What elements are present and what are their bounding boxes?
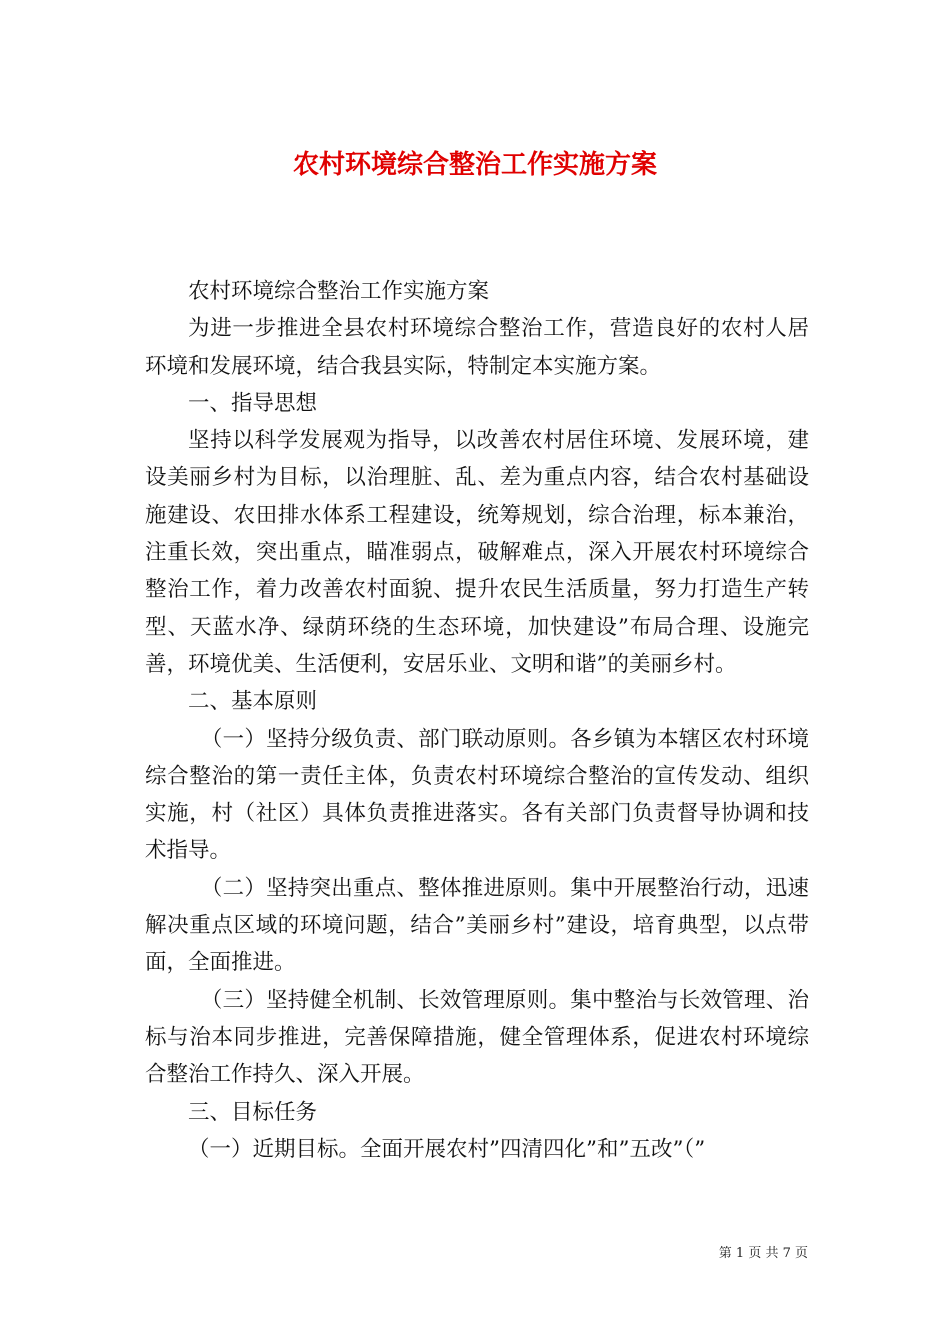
- section-heading-targets: 三、目标任务: [188, 1099, 318, 1125]
- body-heading: 农村环境综合整治工作实施方案: [188, 279, 490, 304]
- section-heading-guiding-thought: 一、指导思想: [188, 390, 318, 416]
- principle-3-paragraph: （三）坚持健全机制、长效管理原则。集中整治与长效管理、治标与治本同步推进，完善保障措施，健全管理体系，促进农村环境综合整治工作持久、深入开展。: [145, 987, 809, 1088]
- page-number-footer: 第 1 页 共 7 页: [718, 1246, 808, 1261]
- principle-1-paragraph: （一）坚持分级负责、部门联动原则。各乡镇为本辖区农村环境综合整治的第一责任主体，负责农村环境综合整治的宣传发动、组织实施，村（社区）具体负责推进落实。各有关部门负责督导协调和技术指导。: [145, 726, 809, 864]
- document-body: [145, 273, 809, 1168]
- principle-2-paragraph: （二）坚持突出重点、整体推进原则。集中开展整治行动，迅速解决重点区域的环境问题，结合”美丽乡村”建设，培育典型，以点带面，全面推进。: [145, 875, 809, 976]
- section-heading-basic-principles: 二、基本原则: [188, 689, 318, 715]
- page-title: 农村环境综合整治工作实施方案: [292, 150, 657, 181]
- guiding-thought-paragraph: 坚持以科学发展观为指导，以改善农村居住环境、发展环境，建设美丽乡村为目标，以治理脏、乱、差为重点内容，结合农村基础设施建设、农田排水体系工程建设，统筹规划，综合治理，标本兼治，注重长效，突出重点，瞄准弱点，破解难点，深入开展农村环境综合整治工作，着力改善农村面貌、提升农民生活质量，努力打造生产转型、天蓝水净、绿荫环绕的生态环境，加快建设”布局合理、设施完善，环境优美、生活便利，安居乐业、文明和谐”的美丽乡村。: [145, 428, 809, 677]
- target-1-paragraph: （一）近期目标。全面开展农村”四清四化”和”五改”（”: [188, 1136, 706, 1162]
- intro-paragraph: 为进一步推进全县农村环境综合整治工作，营造良好的农村人居环境和发展环境，结合我县实际，特制定本实施方案。: [145, 316, 809, 379]
